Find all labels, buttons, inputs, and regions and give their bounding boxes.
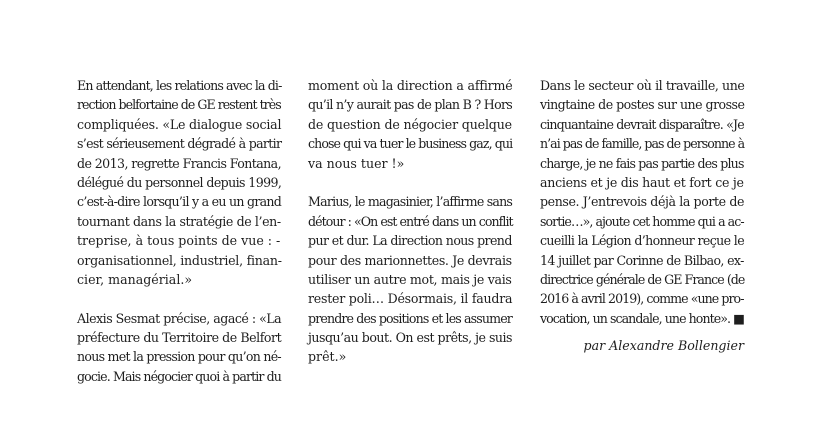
article-paragraph bbox=[77, 76, 281, 289]
text-line: moment où la direction a affirmé bbox=[308, 78, 513, 93]
text-line: de question de négocier quelque bbox=[308, 116, 512, 132]
text-line: tournant dans la stratégie de l’en- bbox=[77, 213, 281, 229]
text-line: Marius, le magasinier, l’affirme sans bbox=[308, 194, 513, 210]
text-line: délégué du personnel depuis 1999, bbox=[77, 174, 282, 190]
text-line: jusqu’au bout. On est prêts, je suis bbox=[308, 330, 513, 346]
text-line: chose qui va tuer le business gaz, qui bbox=[308, 136, 513, 152]
article-paragraph bbox=[308, 76, 512, 173]
text-line: rester poli… Désormais, il faudra bbox=[308, 291, 513, 307]
text-line: qu’il n’y aurait pas de plan B ? Hors bbox=[308, 97, 513, 113]
text-line: anciens et je dis haut et fort ce je bbox=[540, 174, 744, 190]
text-line: préfecture du Territoire de Belfort bbox=[77, 330, 282, 346]
author-signature: par Alexandre Bollengier bbox=[583, 338, 744, 354]
text-line: sortie…», ajoute cet homme qui a ac- bbox=[540, 213, 744, 229]
text-line: pense. J’entrevois déjà la porte de bbox=[540, 194, 745, 210]
text-line: gocie. Mais négocier quoi à partir du bbox=[77, 368, 282, 384]
text-line: prendre des positions et les assumer bbox=[308, 310, 512, 326]
text-line: vingtaine de postes sur une grosse bbox=[540, 97, 745, 113]
text-line: de 2013, regrette Francis Fontana, bbox=[77, 155, 282, 171]
text-line: compliquées. «Le dialogue social bbox=[77, 116, 282, 132]
text-line: c’est-à-dire lorsqu’il y a eu un grand bbox=[77, 194, 282, 210]
text-line: cinquantaine devrait disparaître. «Je bbox=[540, 116, 744, 132]
text-line: n’ai pas de famille, pas de personne à bbox=[540, 136, 745, 152]
text-line: s’est sérieusement dégradé à partir bbox=[77, 136, 282, 152]
text-line: détour : «On est entré dans un conflit bbox=[308, 213, 513, 229]
text-line: utiliser un autre mot, mais je vais bbox=[308, 271, 512, 287]
article-paragraph bbox=[77, 309, 281, 387]
text-line: nous met la pression pour qu’on né- bbox=[77, 349, 281, 365]
text-line: rection belfortaine de GE restent très bbox=[77, 97, 281, 113]
article-column-2 bbox=[308, 76, 512, 367]
text-line: directrice générale de GE France (de bbox=[540, 271, 745, 287]
text-line: charge, je ne fais pas partie des plus bbox=[540, 155, 744, 171]
text-line: 2016 à avril 2019), comme «une pro- bbox=[540, 291, 744, 307]
article-column-3 bbox=[540, 76, 744, 355]
text-line: pour des marionnettes. Je devrais bbox=[308, 252, 512, 268]
text-line: cueilli la Légion d’honneur reçue le bbox=[540, 233, 745, 249]
text-line: treprise, à tous points de vue : - bbox=[77, 233, 281, 249]
paragraph-gap bbox=[308, 173, 512, 192]
text-line: cier, managérial.» bbox=[77, 271, 193, 287]
column-3-body bbox=[540, 76, 744, 328]
paragraph-gap bbox=[77, 289, 281, 308]
article-column-1 bbox=[77, 76, 281, 386]
text-line: vocation, un scandale, une honte». ■ bbox=[540, 310, 745, 326]
text-line: pur et dur. La direction nous prend bbox=[308, 233, 512, 249]
text-line: organisationnel, industriel, finan- bbox=[77, 252, 282, 268]
text-line: prêt.» bbox=[308, 349, 347, 365]
article-paragraph bbox=[308, 192, 512, 367]
text-line: 14 juillet par Corinne de Bilbao, ex- bbox=[540, 252, 744, 268]
text-line: Alexis Sesmat précise, agacé : «La bbox=[77, 310, 282, 326]
text-line: va nous tuer !» bbox=[308, 155, 405, 171]
text-line: En attendant, les relations avec la di- bbox=[77, 78, 282, 93]
article-paragraph bbox=[540, 76, 744, 328]
text-line: Dans le secteur où il travaille, une bbox=[540, 78, 745, 93]
